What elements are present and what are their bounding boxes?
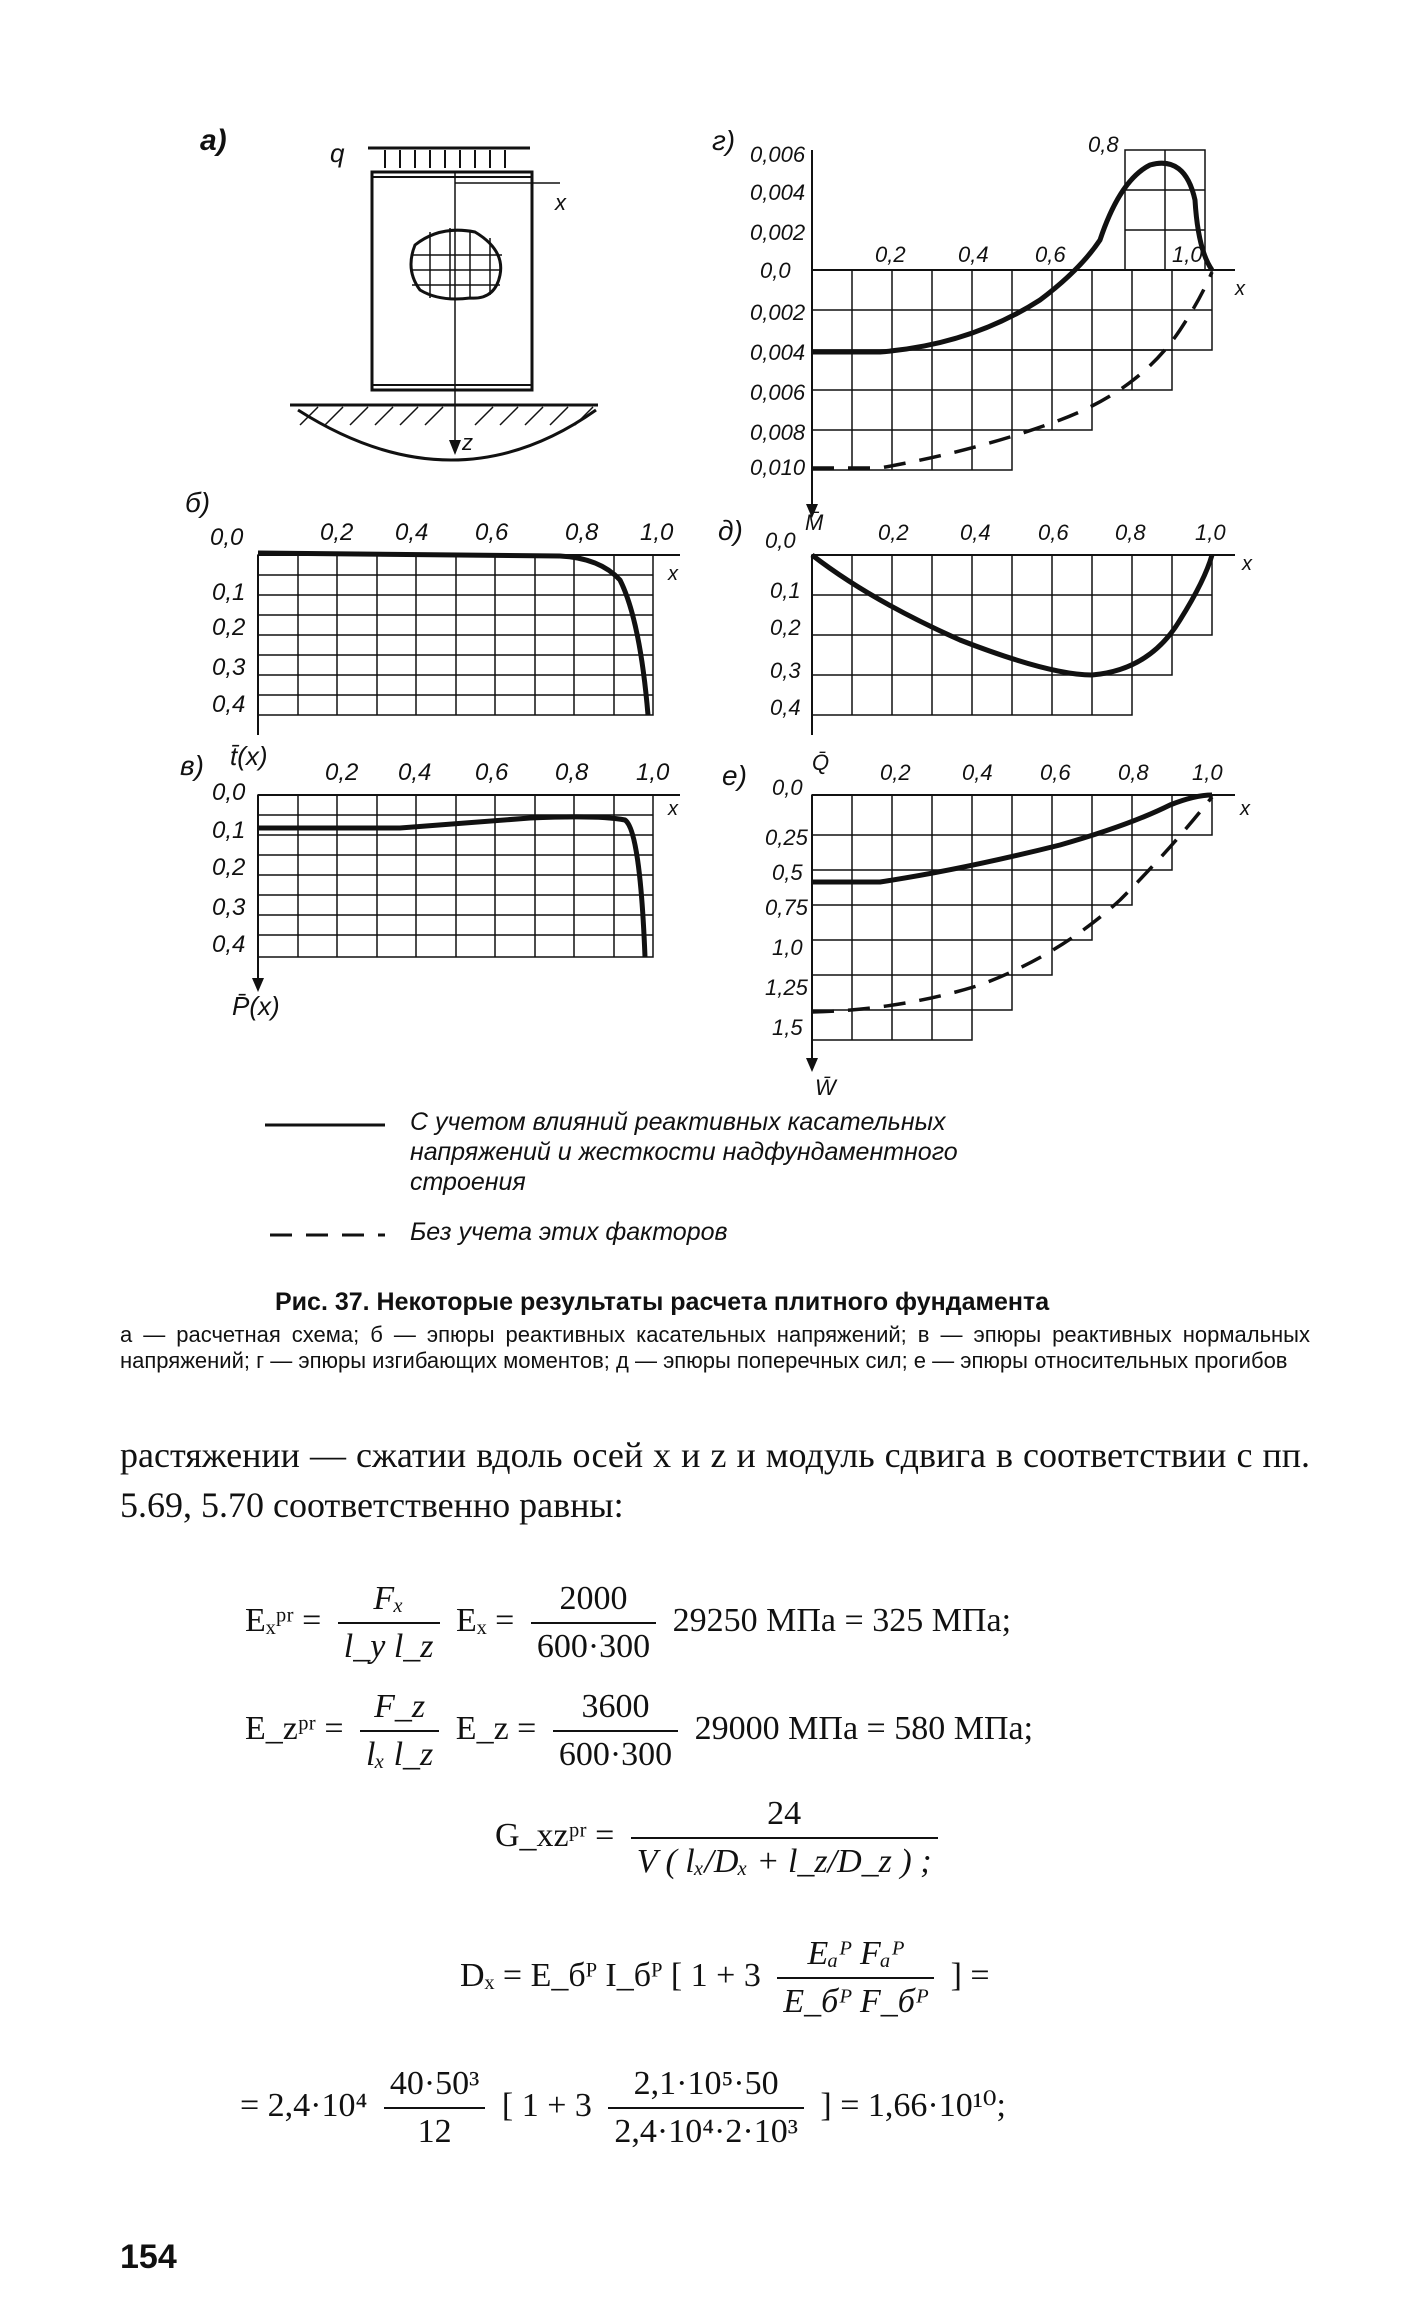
equation-dx xyxy=(460,1935,990,2021)
panel-d-ytick-2: 0,2 xyxy=(770,615,801,640)
panel-d-axis-x: x xyxy=(1242,553,1252,575)
panel-d-ytick-4: 0,4 xyxy=(770,695,801,720)
eq3-lhs: G_xzᵖʳ = xyxy=(495,1816,615,1854)
panel-v-xtick-2: 0,4 xyxy=(398,759,432,786)
panel-v-xtick-3: 0,6 xyxy=(475,759,509,786)
eq4-frac xyxy=(777,1935,934,2021)
eq5-den2: 2,4·10⁴·2·10³ xyxy=(614,2113,798,2150)
panel-g-ytick-2: 0,002 xyxy=(750,220,806,245)
panel-b-ytick-2: 0,2 xyxy=(212,614,246,641)
panel-v-ytick-3: 0,3 xyxy=(212,894,246,921)
figure-caption-description: а — расчетная схема; б — эпюры реактивных касательных напряжений; в — эпюры реактивных нормальных напряжений; г — эпюры изгибающих моментов; д — эпюры поперечных сил; е — эпюры относительных прогибов xyxy=(120,1322,1310,1373)
page-number: 154 xyxy=(120,2238,177,2276)
panel-e-ytick-2: 0,5 xyxy=(772,860,803,885)
panel-g-xtick-3: 0,6 xyxy=(1035,242,1066,267)
panel-e-xtick-4: 0,8 xyxy=(1118,760,1149,785)
panel-e-chart xyxy=(722,760,1251,1100)
panel-g-ytick-7: 0,008 xyxy=(750,420,806,445)
panel-d-chart xyxy=(718,515,1253,775)
panel-b-ytick-3: 0,3 xyxy=(212,654,246,681)
panel-g-xtick-5: 1,0 xyxy=(1172,242,1203,267)
eq4-end: ] = xyxy=(950,1956,990,1994)
panel-v-xtick-5: 1,0 xyxy=(636,759,670,786)
eq1-frac2 xyxy=(531,1580,656,1666)
panel-v-axis-x: x xyxy=(668,798,678,820)
panel-b-ytick-0: 0,0 xyxy=(210,524,244,551)
panel-e-ytick-0: 0,0 xyxy=(772,775,803,800)
eq4-lhs: Dₓ = E_бᴾ I_бᴾ xyxy=(460,1956,663,1994)
panel-e-xtick-1: 0,2 xyxy=(880,760,911,785)
panel-v-bottom-label: P̄(x) xyxy=(232,991,280,1021)
equation-ez xyxy=(245,1688,1033,1774)
figure-caption-title: Рис. 37. Некоторые результаты расчета плитного фундамента xyxy=(275,1288,1050,1316)
eq2-lhs: E_zᵖʳ = xyxy=(245,1709,344,1747)
eq1-den2: 600·300 xyxy=(536,1628,651,1665)
panel-b-ytick-1: 0,1 xyxy=(212,579,246,606)
eq1-lhs: Eₓᵖʳ = xyxy=(245,1601,322,1639)
panel-v-chart xyxy=(180,741,680,1021)
panel-b-chart xyxy=(185,487,680,735)
panel-g-ytick-3: 0,0 xyxy=(760,258,791,283)
panel-a-scheme xyxy=(200,124,598,460)
panel-g-axis-x: x xyxy=(1235,278,1245,300)
panel-b-xtick-1: 0,2 xyxy=(320,519,354,546)
axis-z-label: z xyxy=(462,430,473,455)
equation-dx-numeric xyxy=(240,2065,1006,2151)
eq5-lhs: = 2,4·10⁴ xyxy=(240,2086,368,2124)
axis-x-label-a: x xyxy=(555,190,566,215)
eq2-den: lₓ l_z xyxy=(366,1736,434,1773)
panel-b-axis-x: x xyxy=(668,563,678,585)
legend xyxy=(265,1108,958,1246)
panel-g-xtick-2: 0,4 xyxy=(958,242,989,267)
legend-solid-text-2: напряжений и жесткости надфундаментного xyxy=(410,1138,958,1166)
panel-g-chart xyxy=(712,125,1246,535)
eq5-den: 12 xyxy=(417,2113,452,2150)
eq4-num: Eₐᴾ Fₐᴾ xyxy=(807,1935,904,1972)
panel-v-xtick-1: 0,2 xyxy=(325,759,359,786)
eq1-mid: Eₓ = xyxy=(456,1601,515,1639)
eq3-frac xyxy=(631,1795,938,1881)
panel-g-xtick-4: 0,8 xyxy=(1088,132,1119,157)
eq1-frac1 xyxy=(338,1580,440,1666)
panel-g-ytick-0: 0,006 xyxy=(750,142,806,167)
panel-d-xtick-5: 1,0 xyxy=(1195,520,1226,545)
panel-g-xtick-1: 0,2 xyxy=(875,242,906,267)
panel-e-axis-x: x xyxy=(1240,798,1250,820)
eq5-end: ] = 1,66·10¹⁰; xyxy=(820,2086,1006,2124)
panel-d-ytick-0: 0,0 xyxy=(765,528,796,553)
panel-b-label: б) xyxy=(185,487,211,518)
eq2-den2: 600·300 xyxy=(558,1736,673,1773)
eq3-num: 24 xyxy=(631,1795,938,1839)
eq1-num: Fₓ xyxy=(373,1580,404,1617)
panel-e-ytick-5: 1,25 xyxy=(765,975,808,1000)
panel-d-label: д) xyxy=(718,515,743,546)
panel-b-ytick-4: 0,4 xyxy=(212,691,246,718)
panel-e-xtick-2: 0,4 xyxy=(962,760,993,785)
panel-g-ytick-1: 0,004 xyxy=(750,180,806,205)
eq5-frac1 xyxy=(384,2065,486,2151)
panel-d-axis-y: Q̄ xyxy=(812,750,830,775)
eq1-num2: 2000 xyxy=(531,1580,656,1624)
panel-e-ytick-6: 1,5 xyxy=(772,1015,803,1040)
panel-v-ytick-0: 0,0 xyxy=(212,779,246,806)
panel-e-xtick-5: 1,0 xyxy=(1192,760,1223,785)
panel-d-ytick-3: 0,3 xyxy=(770,658,801,683)
eq2-num2: 3600 xyxy=(553,1688,678,1732)
panel-e-ytick-3: 0,75 xyxy=(765,895,808,920)
panel-d-xtick-1: 0,2 xyxy=(878,520,909,545)
panel-g-label: г) xyxy=(712,125,736,156)
panel-g-ytick-8: 0,010 xyxy=(750,455,806,480)
eq5-num: 40·50³ xyxy=(384,2065,486,2109)
panel-v-ytick-4: 0,4 xyxy=(212,931,246,958)
panel-b-xtick-3: 0,6 xyxy=(475,519,509,546)
equation-ex xyxy=(245,1580,1011,1666)
panel-e-label: е) xyxy=(722,760,747,791)
load-q-label: q xyxy=(330,138,345,168)
panel-g-ytick-6: 0,006 xyxy=(750,380,806,405)
legend-solid-text-3: строения xyxy=(410,1168,526,1196)
panel-v-xtick-4: 0,8 xyxy=(555,759,589,786)
panel-v-label: в) xyxy=(180,750,204,781)
panel-b-xtick-5: 1,0 xyxy=(640,519,674,546)
eq2-mid: E_z = xyxy=(455,1709,537,1747)
panel-e-xtick-3: 0,6 xyxy=(1040,760,1071,785)
panel-v-top-label: t̄(x) xyxy=(230,741,268,771)
eq4-bracket: [ 1 + 3 xyxy=(670,1956,761,1994)
eq2-frac2 xyxy=(553,1688,678,1774)
eq1-den: l_y l_z xyxy=(343,1628,434,1665)
eq3-den: V ( lₓ/Dₓ + l_z/D_z ) ; xyxy=(636,1843,932,1880)
eq4-den: E_бᴾ F_бᴾ xyxy=(783,1983,929,2020)
eq5-num2: 2,1·10⁵·50 xyxy=(608,2065,804,2109)
panel-v-ytick-2: 0,2 xyxy=(212,854,246,881)
eq2-rest: 29000 МПа = 580 МПа; xyxy=(694,1709,1034,1747)
panel-e-ytick-1: 0,25 xyxy=(765,825,808,850)
eq2-frac1 xyxy=(360,1688,439,1774)
panel-v-ytick-1: 0,1 xyxy=(212,817,246,844)
panel-b-xtick-2: 0,4 xyxy=(395,519,429,546)
panel-d-ytick-1: 0,1 xyxy=(770,578,801,603)
legend-dashed-text: Без учета этих факторов xyxy=(410,1218,728,1246)
panel-g-ytick-5: 0,004 xyxy=(750,340,806,365)
panel-g-ytick-4: 0,002 xyxy=(750,300,806,325)
eq2-num: F_z xyxy=(374,1688,426,1725)
equation-gxz xyxy=(495,1795,946,1881)
panel-d-xtick-2: 0,4 xyxy=(960,520,991,545)
panel-e-ytick-4: 1,0 xyxy=(772,935,803,960)
panel-d-xtick-4: 0,8 xyxy=(1115,520,1146,545)
eq5-bracket: [ 1 + 3 xyxy=(501,2086,592,2124)
body-paragraph: растяжении — сжатии вдоль осей x и z и модуль сдвига в соответствии с пп. 5.69, 5.70 соответственно равны: xyxy=(120,1435,1310,1525)
panel-d-xtick-3: 0,6 xyxy=(1038,520,1069,545)
panel-e-axis-y: W̄ xyxy=(815,1075,836,1100)
panel-g-axis-y: M̄ xyxy=(805,510,824,535)
legend-solid-text-1: С учетом влияний реактивных касательных xyxy=(410,1108,946,1136)
eq1-rest: 29250 МПа = 325 МПа; xyxy=(672,1601,1012,1639)
eq5-frac2 xyxy=(608,2065,804,2151)
panel-b-xtick-4: 0,8 xyxy=(565,519,599,546)
panel-a-label: а) xyxy=(200,124,227,157)
